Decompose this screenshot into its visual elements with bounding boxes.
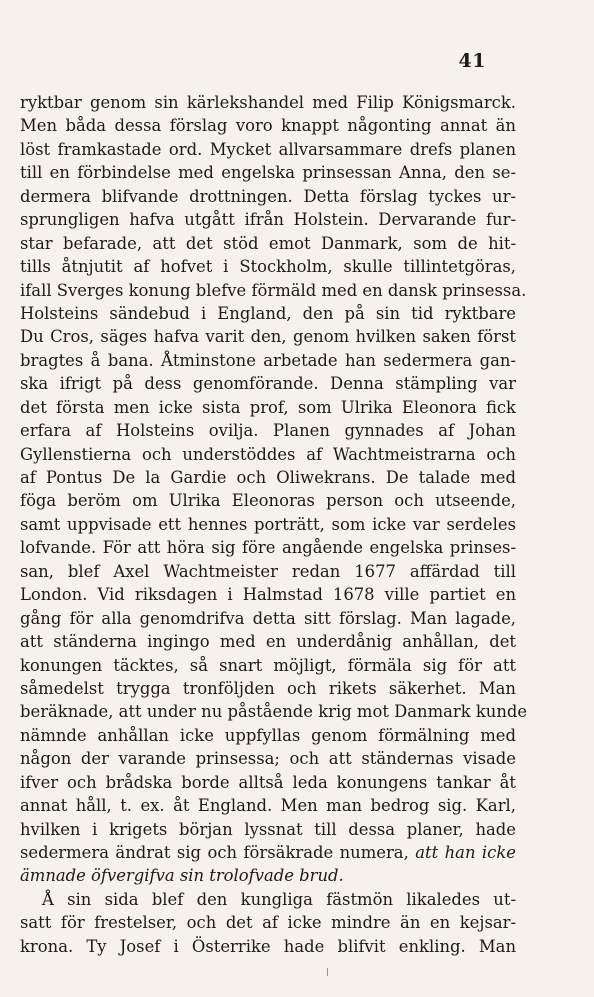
text-line: lofvande. För att höra sig före angående engelska prinses- (20, 538, 516, 558)
text-line: satt för frestelser, och det af icke mindre än en kejsar- (20, 913, 516, 933)
text-line: erfara af Holsteins ovilja. Planen gynnades af Johan (20, 421, 516, 441)
text-segment: sedermera ändrat sig och försäkrade numera, (20, 843, 409, 862)
text-line: det första men icke sista prof, som Ulrika Eleonora fick (20, 397, 516, 417)
text-line: gång för alla genomdrifva detta sitt förslag. Man lagade, (20, 608, 516, 628)
text-line: hvilken i krigets början lyssnat till dessa planer, hade (20, 819, 516, 839)
text-line: krona. Ty Josef i Österrike hade blifvit enkling. Man (20, 936, 516, 956)
text-line: London. Vid riksdagen i Halmstad 1678 ville partiet en (20, 585, 516, 605)
text-line: såmedelst trygga tronföljden och rikets säkerhet. Man (20, 678, 516, 698)
text-line: att ständerna ingingo med en underdånig anhållan, det (20, 632, 516, 652)
text-line: Du Cros, säges hafva varit den, genom hvilken saken först (20, 327, 516, 347)
text-line-italic (20, 864, 516, 887)
page-number: 41 (458, 50, 486, 72)
print-mark (327, 968, 328, 976)
italic-segment: att han icke (415, 843, 516, 862)
text-line: Men båda dessa förslag voro knappt någonting annat än (20, 116, 516, 136)
text-line: dermera blifvande drottningen. Detta förslag tyckes ur- (20, 186, 516, 206)
text-line: nämnde anhållan icke uppfyllas genom förmälning med (20, 725, 516, 745)
text-line: Gyllenstierna och understöddes af Wachtmeistrarna och (20, 444, 516, 464)
text-line: beräknade, att under nu påstående krig mot Danmark kunde (20, 702, 528, 722)
text-line-mixed (20, 841, 516, 864)
text-line: annat håll, t. ex. åt England. Men man bedrog sig. Karl, (20, 796, 516, 816)
text-line: ska ifrigt på dess genomförande. Denna stämpling var (20, 374, 516, 394)
text-line: ifall Sverges konung blefve förmäld med en dansk prinsessa. (20, 280, 527, 300)
text-line: Holsteins sändebud i England, den på sin tid ryktbare (20, 303, 516, 323)
text-line: bragtes å bana. Åtminstone arbetade han sedermera gan- (20, 350, 516, 370)
text-line: tills åtnjutit af hofvet i Stockholm, skulle tillintetgöras, (20, 257, 516, 277)
italic-segment: ämnade öfvergifva sin trolofvade brud. (20, 866, 344, 886)
text-line: san, blef Axel Wachtmeister redan 1677 affärdad till (20, 561, 516, 581)
body-text (20, 91, 528, 958)
text-line: föga beröm om Ulrika Eleonoras person och utseende, (20, 491, 516, 511)
text-line: konungen täcktes, så snart möjligt, förmäla sig för att (20, 655, 516, 675)
text-line: ryktbar genom sin kärlekshandel med Filip Königsmarck. (20, 93, 516, 112)
text-line: star befarade, att det stöd emot Danmark, som de hit- (20, 233, 516, 253)
text-line: af Pontus De la Gardie och Oliwekrans. De talade med (20, 468, 516, 487)
text-line: samt uppvisade ett hennes porträtt, som icke var serdeles (20, 514, 516, 534)
text-line: någon der varande prinsessa; och att ständernas visade (20, 749, 516, 769)
text-line: sprungligen hafva utgått ifrån Holstein. Dervarande fur- (20, 210, 516, 230)
text-line: ifver och brådska borde alltså leda konungens tankar åt (20, 772, 516, 792)
text-line: till en förbindelse med engelska prinsessan Anna, den se- (20, 163, 516, 183)
text-line: löst framkastade ord. Mycket allvarsammare drefs planen (20, 139, 516, 159)
text-line-indented: Å sin sida blef den kungliga fästmön likaledes ut- (42, 889, 516, 909)
